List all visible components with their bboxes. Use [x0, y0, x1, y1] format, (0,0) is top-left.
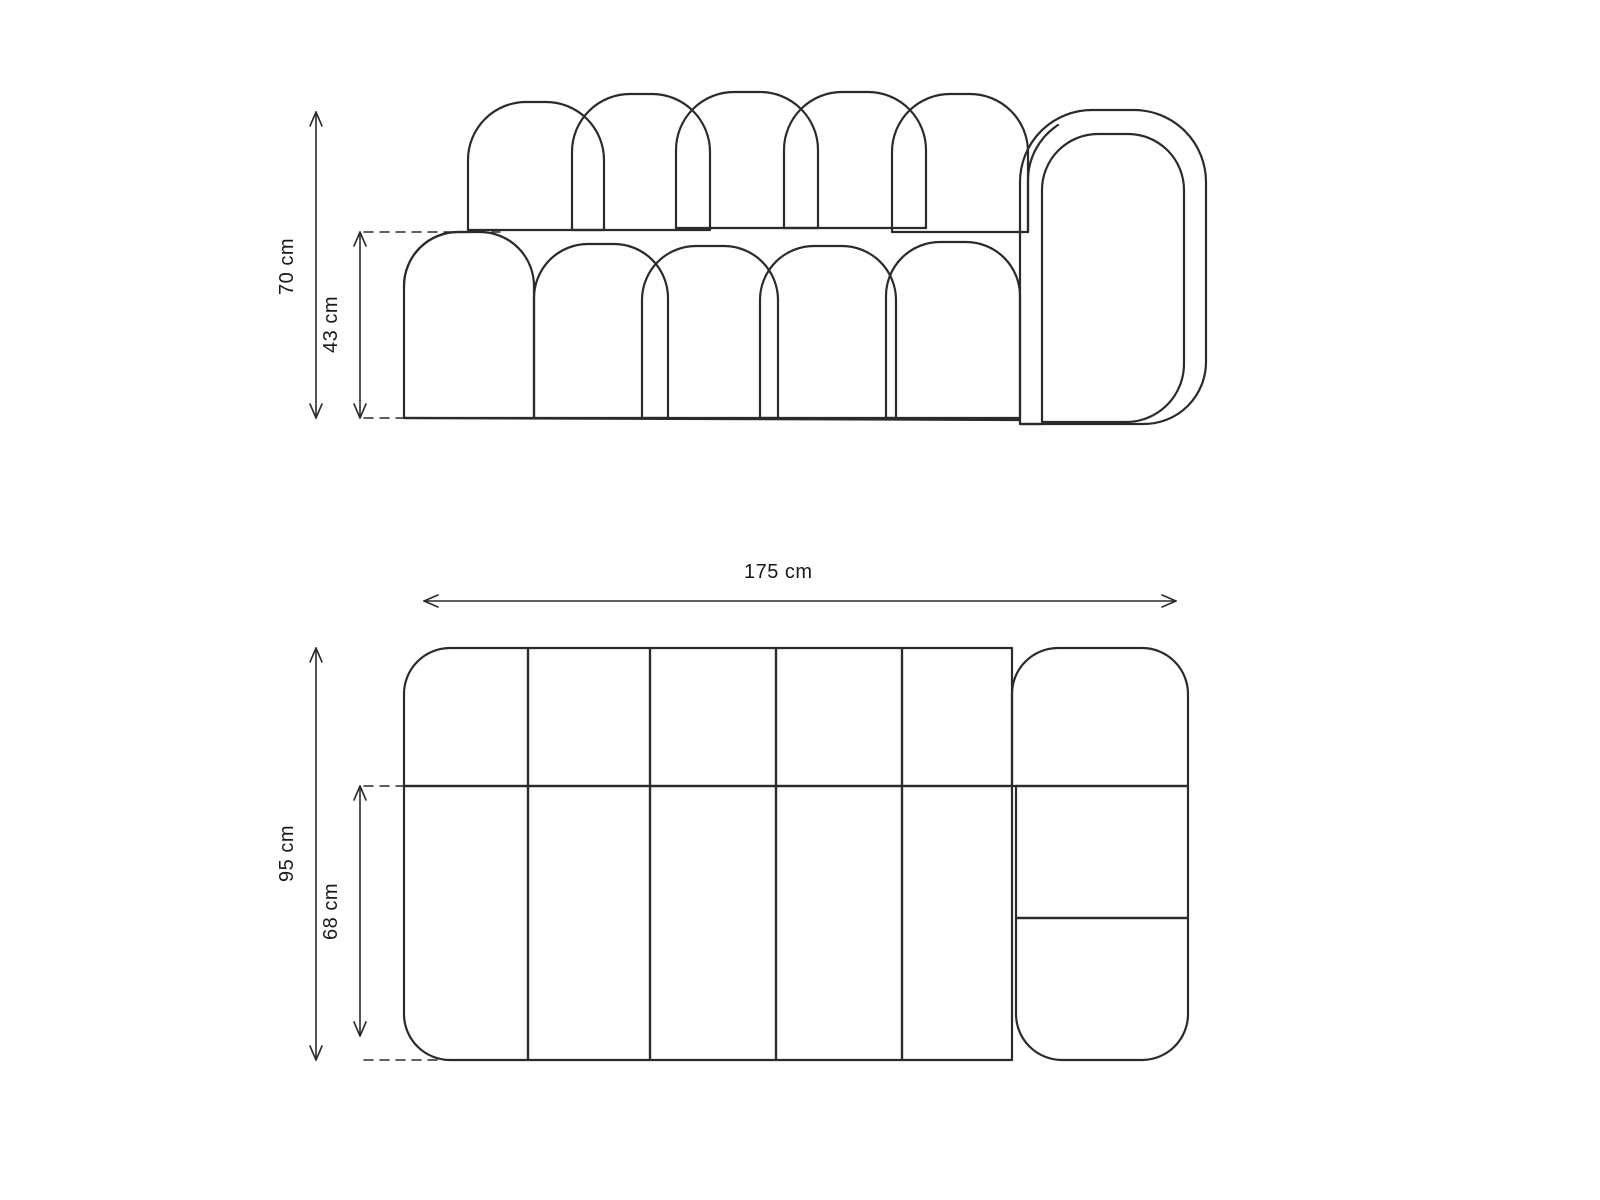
dim-label-depth-total: 95 cm [275, 825, 298, 882]
dim-95cm [310, 648, 322, 1060]
front-backrest-cushions [468, 92, 1028, 232]
plan-right-armrest [1012, 648, 1188, 1060]
front-elevation-view [310, 92, 1206, 424]
plan-extension-lines [364, 786, 470, 1060]
dim-label-width-total: 175 cm [744, 561, 813, 583]
plan-seat-cushions [404, 786, 1012, 1060]
front-extension-lines [364, 232, 500, 418]
dim-70cm [310, 112, 322, 418]
dim-175cm [424, 595, 1176, 607]
top-plan-view [310, 595, 1188, 1060]
plan-backrest-cushions [404, 648, 1012, 786]
dim-label-seat-depth: 68 cm [319, 883, 342, 940]
dim-label-seat-height: 43 cm [319, 296, 342, 353]
dim-68cm [354, 786, 366, 1036]
front-seat-cushions [404, 232, 1020, 418]
dim-label-height-total: 70 cm [275, 238, 298, 295]
dim-43cm [354, 232, 366, 418]
